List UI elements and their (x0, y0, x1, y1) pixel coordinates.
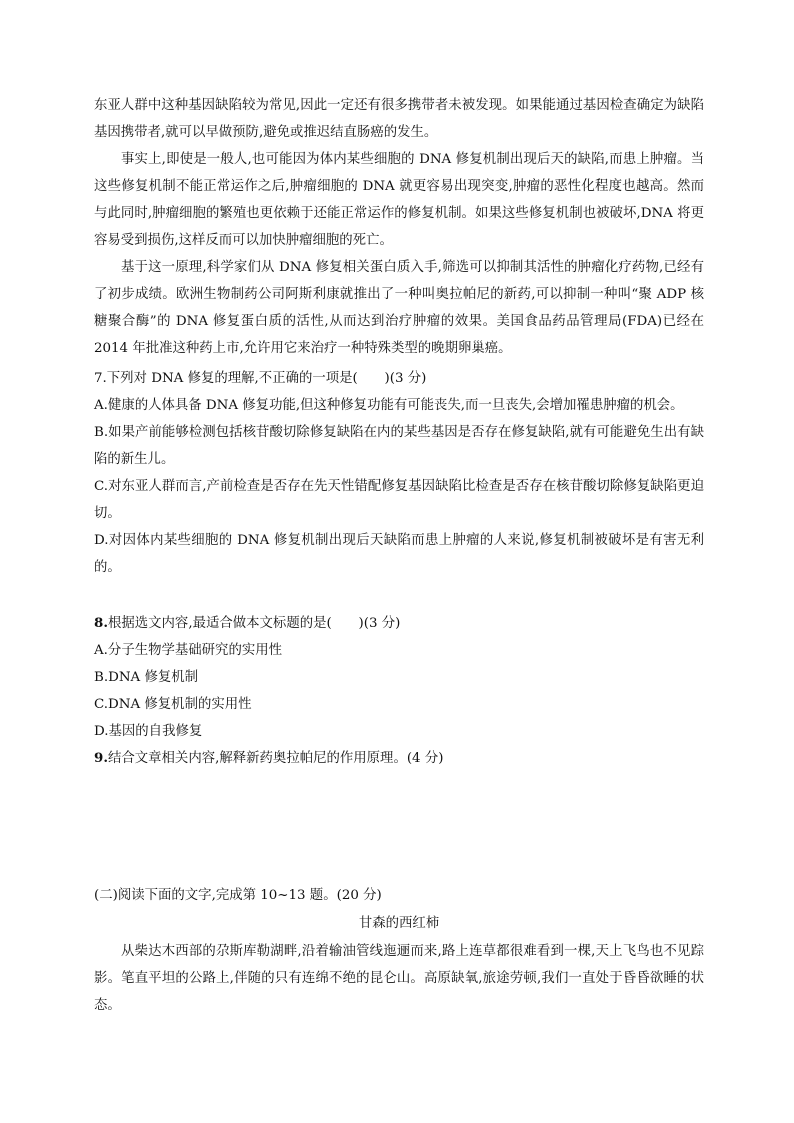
question-7-option-c: C.对东亚人群而言,产前检查是否存在先天性错配修复基因缺陷比检查是否存在核苷酸切除修复缺陷更迫切。 (94, 479, 704, 521)
question-9-stem (94, 745, 704, 772)
question-7-stem (94, 365, 704, 392)
section-two-header-block (94, 882, 704, 909)
question-8-number: 8. (94, 615, 108, 631)
question-8-option-b: B.DNA 修复机制 (94, 670, 199, 685)
question-8-option-c: C.DNA 修复机制的实用性 (94, 697, 252, 712)
question-7-number: 7. (94, 371, 107, 386)
question-9-text: 结合文章相关内容,解释新药奥拉帕尼的作用原理。(4 分) (107, 751, 444, 766)
question-8-option-d: D.基因的自我修复 (94, 724, 203, 739)
question-8-text: 根据选文内容,最适合做本文标题的是( )(3 分) (107, 616, 401, 631)
question-7 (94, 365, 704, 581)
question-7-option-a: A.健康的人体具备 DNA 修复功能,但这种修复功能有可能丧失,而一旦丧失,会增加罹患肿瘤的机会。 (94, 398, 684, 413)
story-title: 甘森的西红柿 (358, 916, 440, 931)
passage-paragraph-2: 事实上,即使是一般人,也可能因为体内某些细胞的 DNA 修复机制出现后天的缺陷,而患上肿瘤。当这些修复机制不能正常运作之后,肿瘤细胞的 DNA 就更容易出现突变,肿瘤的恶性化程度也越高。然而与此同时,肿瘤细胞的繁殖也更依赖于还能正常运作的修复机制。如果这些修复机制也被破坏,DNA 将更容易受到损伤,这样反而可以加快肿瘤细胞的死亡。 (94, 152, 704, 248)
story-passage (94, 938, 704, 1019)
question-7-option-d: D.对因体内某些细胞的 DNA 修复机制出现后天缺陷而患上肿瘤的人来说,修复机制被破坏是有害无利的。 (94, 533, 704, 575)
story-paragraph-1: 从柴达木西部的尕斯库勒湖畔,沿着输油管线迤逦而来,路上连草都很难看到一棵,天上飞鸟也不见踪影。笔直平坦的公路上,伴随的只有连绵不绝的昆仑山。高原缺氧,旅途劳顿,我们一直处于昏昏欲睡的状态。 (94, 944, 704, 1013)
passage-paragraph-3: 基于这一原理,科学家们从 DNA 修复相关蛋白质入手,筛选可以抑制其活性的肿瘤化疗药物,已经有了初步成绩。欧洲生物制药公司阿斯利康就推出了一种叫奥拉帕尼的新药,可以抑制一种叫“聚 ADP 核糖聚合酶”的 DNA 修复蛋白质的活性,从而达到治疗肿瘤的效果。美国食品药品管理局(FDA)已经在 2014 年批准这种药上市,允许用它来治疗一种特殊类型的晚期卵巢癌。 (94, 260, 704, 356)
passage-paragraph-1: 东亚人群中这种基因缺陷较为常见,因此一定还有很多携带者未被发现。如果能通过基因检查确定为缺陷基因携带者,就可以早做预防,避免或推迟结直肠癌的发生。 (94, 98, 704, 140)
question-7-option-b: B.如果产前能够检测包括核苷酸切除修复缺陷在内的某些基因是否存在修复缺陷,就有可能避免生出有缺陷的新生儿。 (94, 425, 704, 467)
section-two-header: (二)阅读下面的文字,完成第 10~13 题。(20 分) (94, 888, 382, 903)
passage-part-one (94, 92, 704, 362)
question-7-text: 下列对 DNA 修复的理解,不正确的一项是( )(3 分) (106, 371, 427, 386)
question-8 (94, 610, 704, 745)
question-8-stem (94, 610, 704, 637)
question-9-number: 9. (94, 750, 108, 766)
question-9 (94, 745, 704, 772)
question-8-option-a: A.分子生物学基础研究的实用性 (94, 643, 283, 658)
